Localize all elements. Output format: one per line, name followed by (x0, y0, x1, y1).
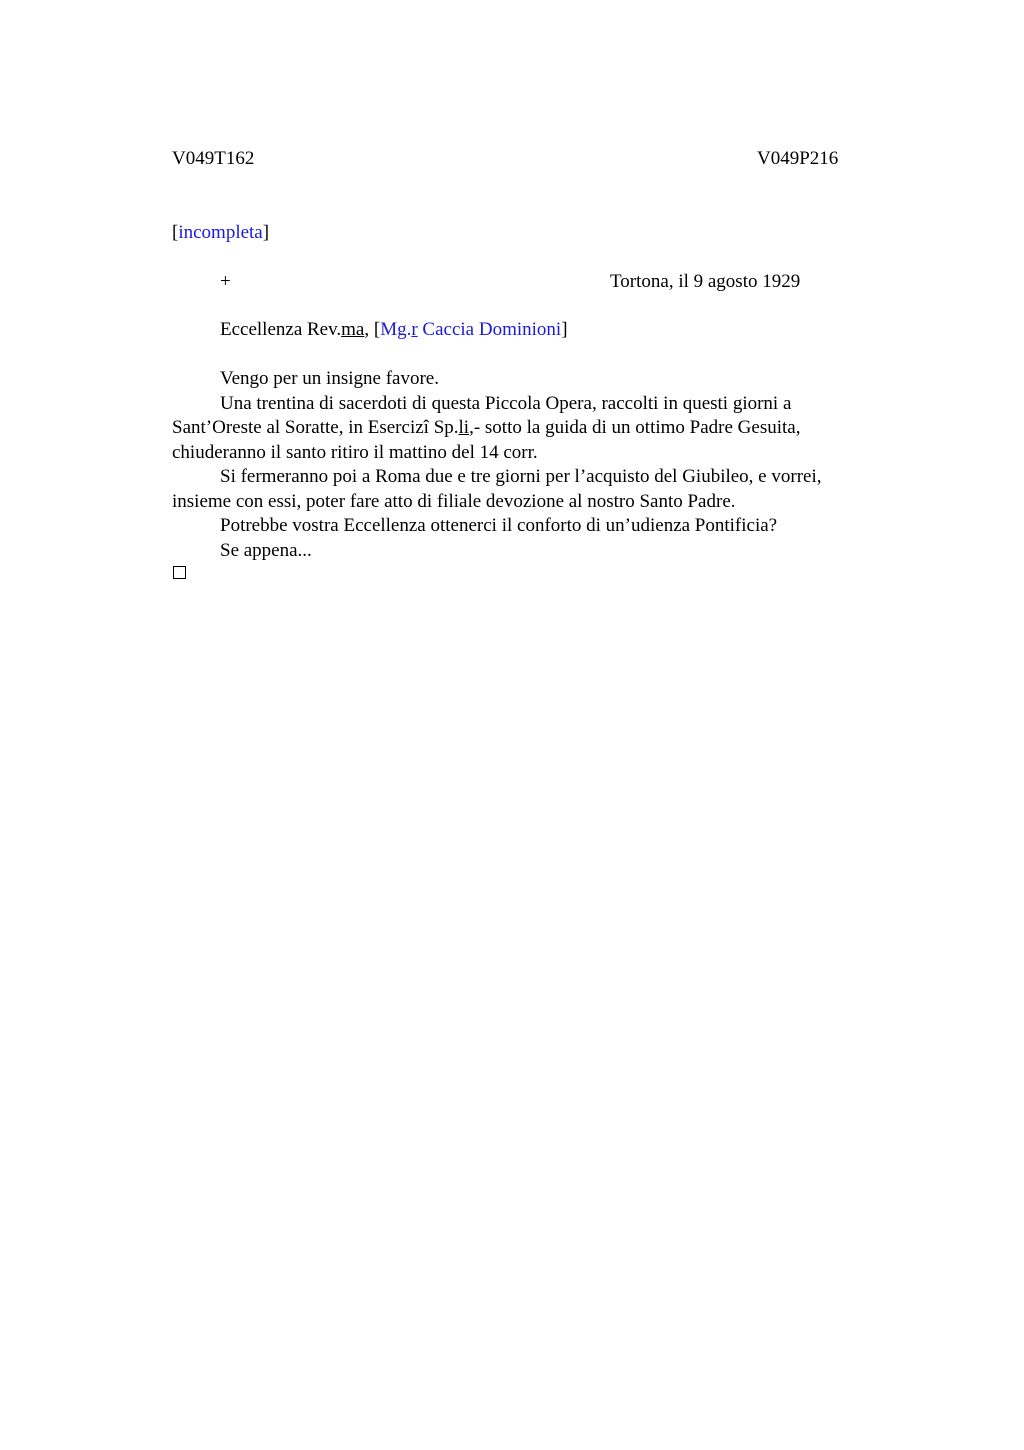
status-close-bracket: ] (262, 222, 270, 243)
document-code-right: V049P216 (757, 148, 839, 169)
status-open-bracket: [ (172, 222, 179, 243)
recipient-name: Caccia Dominioni (417, 319, 562, 340)
paragraph-2-text-a: Una trentina di sacerdoti di questa Piccola Opera, raccolti in questi giorni a Sant’Oreste al Soratte, in Esercizi (172, 392, 792, 438)
cross-symbol: + (220, 271, 231, 292)
paragraph-2-abbr: li (458, 417, 470, 438)
salutation-separator: , [ (364, 319, 381, 340)
paragraph-1: Vengo per un insigne favore. (220, 368, 439, 389)
salutation-prefix: Eccellenza Rev. (220, 319, 342, 340)
salutation-prefix-abbr: ma (341, 319, 365, 340)
paragraph-2-text-b: Sp. (428, 417, 459, 438)
end-marker-box (173, 566, 186, 579)
status-annotation (172, 221, 269, 245)
salutation (220, 318, 568, 342)
status-label: incompleta (178, 222, 263, 243)
recipient-title-abbr: r (411, 319, 418, 340)
paragraph-4: Potrebbe vostra Eccellenza ottenerci il conforto di un’udienza Pontificia? (220, 515, 778, 536)
place-date: Tortona, il 9 agosto 1929 (610, 271, 801, 292)
paragraph-5: Se appena... (220, 539, 312, 561)
document-code-left: V049T162 (172, 148, 255, 169)
paragraph-3: Si fermeranno poi a Roma due e tre giorni per l’acquisto del Giubileo, e vorrei, insieme con essi, poter fare atto di filiale devozione al nostro Santo Padre. (172, 466, 822, 512)
salutation-close: ] (561, 319, 568, 340)
recipient-title: Mg. (380, 319, 412, 340)
paragraph-2 (172, 392, 877, 466)
paragraph-2-text-c: ,- sotto la guida di un ottimo Padre Gesuita, chiuderanno il santo ritiro il mattino del 14 corr. (172, 417, 801, 463)
